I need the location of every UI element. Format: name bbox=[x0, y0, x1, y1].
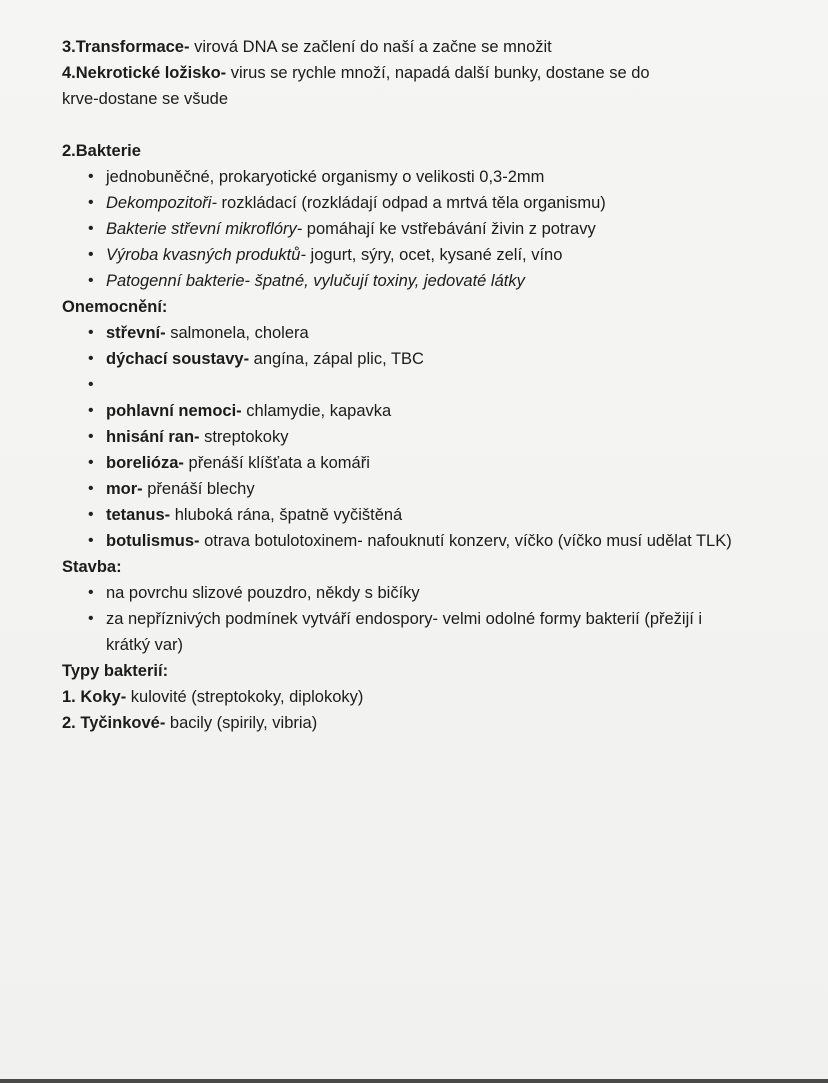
list-item bbox=[88, 502, 792, 528]
list-item bbox=[88, 476, 792, 502]
item-text: na povrchu slizové pouzdro, někdy s bičíky bbox=[106, 584, 420, 602]
list-item bbox=[88, 398, 792, 424]
term: 3.Transformace- bbox=[62, 38, 190, 56]
list-item bbox=[88, 216, 792, 242]
item-text: rozkládací (rozkládají odpad a mrtvá těla organismu) bbox=[216, 194, 606, 212]
intro-line-transformation bbox=[62, 34, 792, 60]
item-term: borelióza- bbox=[106, 454, 184, 472]
item-term: 1. Koky- bbox=[62, 688, 127, 706]
section-heading-bacteria: 2.Bakterie bbox=[62, 142, 141, 160]
list-item bbox=[88, 528, 746, 554]
list-item bbox=[88, 450, 792, 476]
item-text: jednobuněčné, prokaryotické organismy o velikosti 0,3-2mm bbox=[106, 168, 545, 186]
item-text: bacily (spirily, vibria) bbox=[165, 714, 318, 732]
item-term: tetanus- bbox=[106, 506, 171, 524]
term: 4.Nekrotické ložisko- bbox=[62, 64, 227, 82]
definition: virová DNA se začlení do naší a začne se množit bbox=[189, 38, 552, 56]
list-item bbox=[88, 580, 792, 606]
list-item bbox=[88, 268, 792, 294]
item-text: otrava botulotoxinem- nafouknutí konzerv, víčko (víčko musí udělat TLK) bbox=[199, 532, 732, 550]
list-item bbox=[88, 320, 792, 346]
item-text: hluboká rána, špatně vyčištěná bbox=[170, 506, 403, 524]
item-term: hnisání ran- bbox=[106, 428, 200, 446]
document-body bbox=[62, 34, 792, 736]
item-text: streptokoky bbox=[199, 428, 289, 446]
section-heading-structure: Stavba: bbox=[62, 558, 122, 576]
section-heading-diseases: Onemocnění: bbox=[62, 298, 168, 316]
type-item bbox=[62, 710, 792, 736]
item-term: botulismus- bbox=[106, 532, 200, 550]
item-term: 2. Tyčinkové- bbox=[62, 714, 166, 732]
item-term: Výroba kvasných produktů- bbox=[106, 246, 306, 264]
definition: virus se rychle množí, napadá další bunky, dostane se do bbox=[226, 64, 650, 82]
item-term: dýchací soustavy- bbox=[106, 350, 250, 368]
item-term: pohlavní nemoci- bbox=[106, 402, 242, 420]
item-term: Dekompozitoři- bbox=[106, 194, 217, 212]
list-item bbox=[88, 190, 792, 216]
empty-list-item bbox=[88, 372, 792, 398]
item-text: pomáhají ke vstřebávání živin z potravy bbox=[302, 220, 596, 238]
item-text: přenáší klíšťata a komáři bbox=[183, 454, 370, 472]
page-bottom-edge bbox=[0, 1079, 828, 1083]
diseases-list bbox=[62, 320, 792, 554]
list-item bbox=[88, 242, 792, 268]
bacteria-list bbox=[62, 164, 792, 294]
item-term: střevní- bbox=[106, 324, 166, 342]
type-item bbox=[62, 684, 792, 710]
item-text: salmonela, cholera bbox=[165, 324, 309, 342]
item-term: Patogenní bakterie- špatné, vylučují toxiny, jedovaté látky bbox=[106, 272, 525, 290]
intro-line-continued: krve-dostane se všude bbox=[62, 90, 229, 108]
item-text: jogurt, sýry, ocet, kysané zelí, víno bbox=[305, 246, 563, 264]
list-item bbox=[88, 606, 746, 658]
list-item bbox=[88, 346, 792, 372]
list-item bbox=[88, 164, 792, 190]
structure-list bbox=[62, 580, 792, 658]
item-term: mor- bbox=[106, 480, 143, 498]
item-text: chlamydie, kapavka bbox=[241, 402, 392, 420]
item-text: kulovité (streptokoky, diplokoky) bbox=[126, 688, 364, 706]
item-term: Bakterie střevní mikroflóry- bbox=[106, 220, 303, 238]
list-item bbox=[88, 424, 792, 450]
intro-line-necrotic bbox=[62, 60, 792, 86]
section-heading-types: Typy bakterií: bbox=[62, 662, 169, 680]
item-text: přenáší blechy bbox=[142, 480, 255, 498]
item-text: angína, zápal plic, TBC bbox=[249, 350, 424, 368]
spacer bbox=[62, 112, 792, 138]
item-text: za nepříznivých podmínek vytváří endospory- velmi odolné formy bakterií (přežijí i krátký var) bbox=[106, 610, 703, 654]
